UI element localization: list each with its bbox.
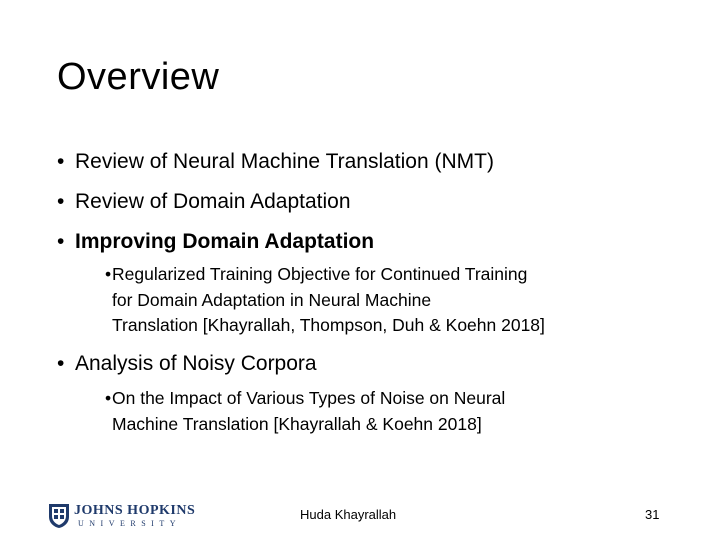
shield-icon [48,503,70,529]
bullet-glyph: • [57,190,65,213]
sub-bullet-text [112,263,672,285]
slide-title: Overview [57,56,220,98]
sub-bullet-glyph: • [105,264,112,284]
bullet-glyph: • [57,150,65,173]
bullet-text: Review of Neural Machine Translation (NMT) [75,150,494,173]
logo-text-secondary: UNIVERSITY [78,519,181,528]
bullet-glyph: • [57,230,65,253]
footer-author: Huda Khayrallah [300,507,397,522]
bullet-text: Improving Domain Adaptation [75,230,375,253]
bullet-text: Analysis of Noisy Corpora [75,352,317,375]
sub-bullet-glyph: • [105,388,112,408]
sub-bullet-continuation [112,289,672,311]
bullet-glyph: • [57,352,65,375]
sub-bullet-continuation [112,314,672,336]
sub-bullet-line: Translation [Khayrallah, Thompson, Duh & Koehn 2018] [112,315,545,335]
university-logo [48,503,198,529]
sub-bullet-line: Regularized Training Objective for Continued Training [112,264,528,284]
sub-bullet-line: Machine Translation [Khayrallah & Koehn 2018] [112,414,482,434]
logo-text-primary: JOHNS HOPKINS [74,503,196,518]
sub-bullet-text [112,387,672,409]
sub-bullet-line: for Domain Adaptation in Neural Machine [112,290,432,310]
bullet-text: Review of Domain Adaptation [75,190,351,213]
sub-bullet-continuation [112,413,672,435]
page-number: 31 [645,507,660,522]
sub-bullet-line: On the Impact of Various Types of Noise on Neural [112,388,506,408]
